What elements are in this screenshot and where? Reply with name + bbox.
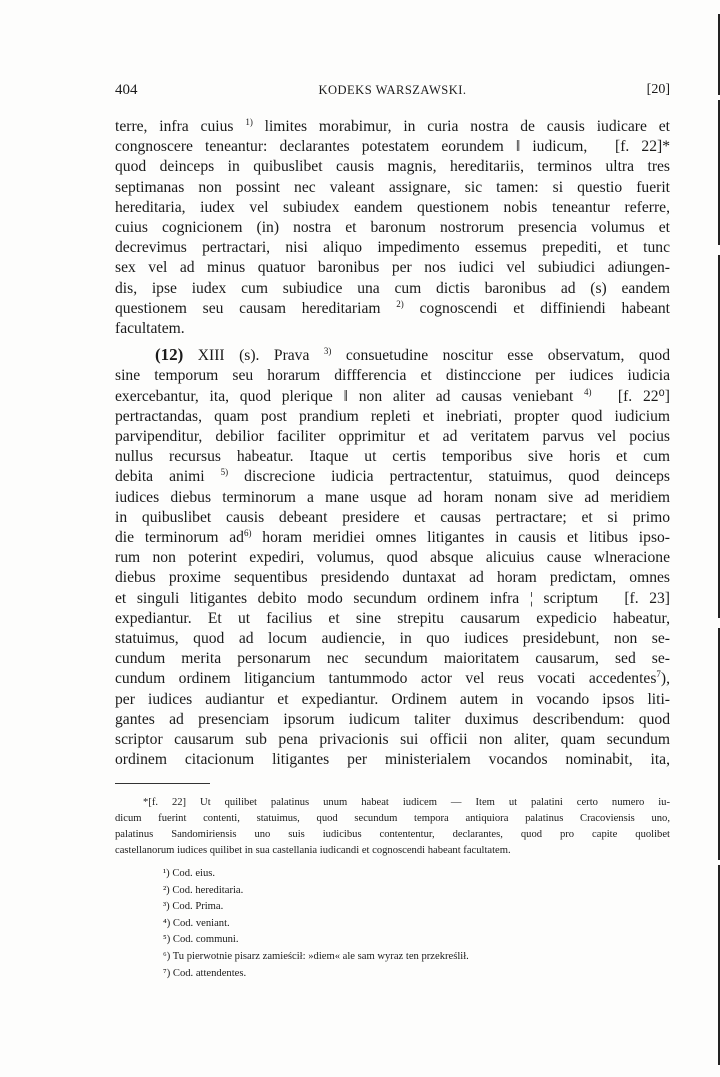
footnote-mark: ⁷) — [163, 967, 171, 979]
text-line: scriptor causarum sub pena privacionis sui officii non aliter, quam secundum — [115, 731, 670, 749]
text-line: in quibuslibet causis debeant presidere et causas pertractare; et si primo — [115, 508, 670, 526]
section-number: (12) — [155, 345, 184, 365]
text-line: hereditaria, iudex vel subiudex eandem questionem nobis teneantur referre, — [115, 198, 670, 216]
note-mark: 6) — [243, 528, 252, 539]
text-segment: questionem seu causam hereditariam — [115, 299, 397, 317]
text-segment: exercebantur, ita, quod plerique ‖ non aliter ad causas veniebant — [115, 387, 585, 405]
text-line: quod deinceps in quibuslibet causis magnis, hereditariis, terminos ultra tres — [115, 158, 670, 176]
text-segment: horam meridiei omnes litigantes in causis et litibus ipso- — [251, 529, 670, 547]
text-line — [115, 117, 670, 137]
footnote-text: Cod. eius. — [169, 868, 216, 879]
footnote-3 — [163, 899, 663, 916]
text-line: gantes ad presenciam ipsorum iudicum taliter duximus describendum: quod — [115, 710, 670, 728]
note-mark: 5) — [220, 467, 229, 478]
page-number: 404 — [115, 82, 138, 98]
text-line: nullus recursus habeatur. Itaque ut certis temporibus sive horis et cum — [115, 448, 670, 466]
text-segment: die terminorum ad — [115, 529, 244, 547]
footnote-4 — [163, 916, 663, 933]
text-segment: [f. 22⁰] — [591, 387, 670, 405]
footnote-mark: ¹) — [163, 868, 170, 879]
text-line — [75, 528, 670, 548]
footnote-mark: ⁶) — [163, 950, 171, 962]
footnote-2 — [163, 883, 663, 900]
footnote-mark: ⁵) — [163, 934, 171, 946]
footnote-5 — [163, 932, 663, 949]
footnote-star — [115, 795, 670, 859]
note-mark: 4) — [584, 386, 592, 397]
footnote-rule — [115, 783, 210, 784]
footnote-mark: ⁴) — [163, 917, 171, 929]
running-head — [115, 82, 670, 102]
text-line — [115, 299, 670, 319]
text-segment: debita animi — [115, 468, 221, 486]
text-line — [75, 387, 670, 407]
text-line — [75, 345, 670, 366]
text-line — [75, 669, 670, 689]
note-mark: 3) — [323, 346, 332, 357]
footnote-6 — [163, 949, 663, 966]
footnotes-list — [163, 866, 663, 982]
text-line: parvipenditur, debilior faciliter opprimitur et ad veritatem parvus vel pocius — [115, 428, 670, 446]
paragraph-2 — [115, 345, 670, 770]
footnote-1 — [163, 866, 663, 883]
text-line: dis, ipse iudex cum subiudice una cum dictis baronibus ad (s) eandem — [115, 279, 670, 297]
text-line: ordinem citacionum litigantes per ministerialem vocandos nominabit, ita, — [115, 751, 670, 769]
footnote-text: Cod. Prima. — [169, 901, 224, 913]
footnote-7 — [163, 966, 663, 983]
text-line: statuimus, quod ad locum audiencie, in quo iudices presidebunt, non se- — [115, 630, 670, 648]
text-segment: terre, infra cuius — [115, 118, 246, 135]
footnote-line: castellanorum iudices quilibet in sua castellania iudicandi et cognoscendi habeant facultatem. — [115, 845, 511, 856]
text-line: sine temporum seu horarum diffferencia et distinccione per iudices iudicia — [115, 367, 670, 385]
text-line: cuius cognicionem (in) nostra et baronum nostrorum presencia volumus et — [115, 219, 670, 237]
footnote-mark: ²) — [163, 884, 170, 896]
text-segment: consuetudine noscitur esse observatum, quod — [331, 347, 671, 365]
note-mark: 2) — [396, 298, 404, 309]
text-segment: XIII (s). Prava — [183, 347, 324, 365]
running-title: KODEKS WARSZAWSKI. — [318, 83, 467, 97]
section-ref: [20] — [646, 82, 670, 97]
footnote-mark: ³) — [163, 901, 170, 913]
text-line: et singuli litigantes debito modo secundum ordinem infra ¦ scriptum [f. 23] — [115, 589, 670, 607]
footnote-text: Cod. veniant. — [170, 917, 230, 929]
paragraph-1 — [115, 117, 670, 339]
text-line: per iudices audiantur et expediantur. Ordinem autem in vocando ipsos liti- — [115, 690, 670, 708]
text-segment: limites morabimur, in curia nostra de causis iudicare et — [252, 118, 670, 135]
footnote-text: Tu pierwotnie pisarz zamieścił: »diem« ale sam wyraz ten przekreślił. — [170, 950, 469, 962]
text-line: diebus proxime sequentibus presidendo duntaxat ad horam predictam, omnes — [115, 569, 670, 587]
footnote-text: Cod. communi. — [170, 934, 239, 946]
text-line: rum non poterint expediri, volumus, quod absque alicuius cause wlneracione — [115, 549, 670, 567]
text-segment: discrecione iudicia pertractentur, statuimus, quod deinceps — [228, 468, 670, 486]
note-mark: 7 — [656, 669, 661, 680]
footnote-line: palatinus Sandomiriensis uno suis iudicibus contententur, declarantes, quod pro capite quolibet — [115, 829, 670, 840]
text-line: iudices diebus terminorum a mane usque ad horam nonam sive ad meridiem — [115, 488, 670, 506]
text-line: facultatem. — [115, 320, 185, 338]
note-mark: 1) — [245, 117, 253, 127]
text-line — [75, 467, 670, 487]
text-line: pertractandas, quam post prandium repleti et inebriati, propter quod iudicium — [115, 407, 670, 425]
footnote-text: Cod. attendentes. — [170, 967, 247, 979]
footnote-line: dicum fuerint contenti, statuimus, quod secundum tempora antiquiora palatinus Cracoviensis uno, — [115, 813, 670, 824]
text-line: decrevimus pertractari, nisi aliquo impedimento essemus prepediti, et tunc — [115, 239, 670, 257]
text-segment: cundum ordinem litigancium tantummodo actor vel reus vocati accedentes — [115, 670, 657, 688]
body-text — [115, 117, 670, 771]
footnote-line: *[f. 22] Ut quilibet palatinus unum habeat iudicem — Item ut palatini certo numero iu- — [143, 797, 670, 808]
text-line: cundum merita personarum nec secundum maioritatem causarum, sed se- — [115, 650, 670, 668]
text-segment: ), — [660, 670, 670, 688]
text-line: sex vel ad minus quatuor baronibus per nos iudici vel subiudici adiungen- — [115, 259, 670, 277]
text-line: septimanas non possint nec valeant assignare, sic tamen: si questio fuerit — [115, 178, 670, 196]
text-line: congnoscere teneantur: declarantes potestatem eorundem ‖ iudicum, [f. 22]* — [115, 138, 670, 156]
text-line: expediantur. Et ut facilius et sine strepitu causarum expedicio habeatur, — [115, 609, 670, 627]
footnote-text: Cod. hereditaria. — [169, 884, 244, 896]
text-segment: cognoscendi et diffiniendi habeant — [403, 299, 670, 317]
